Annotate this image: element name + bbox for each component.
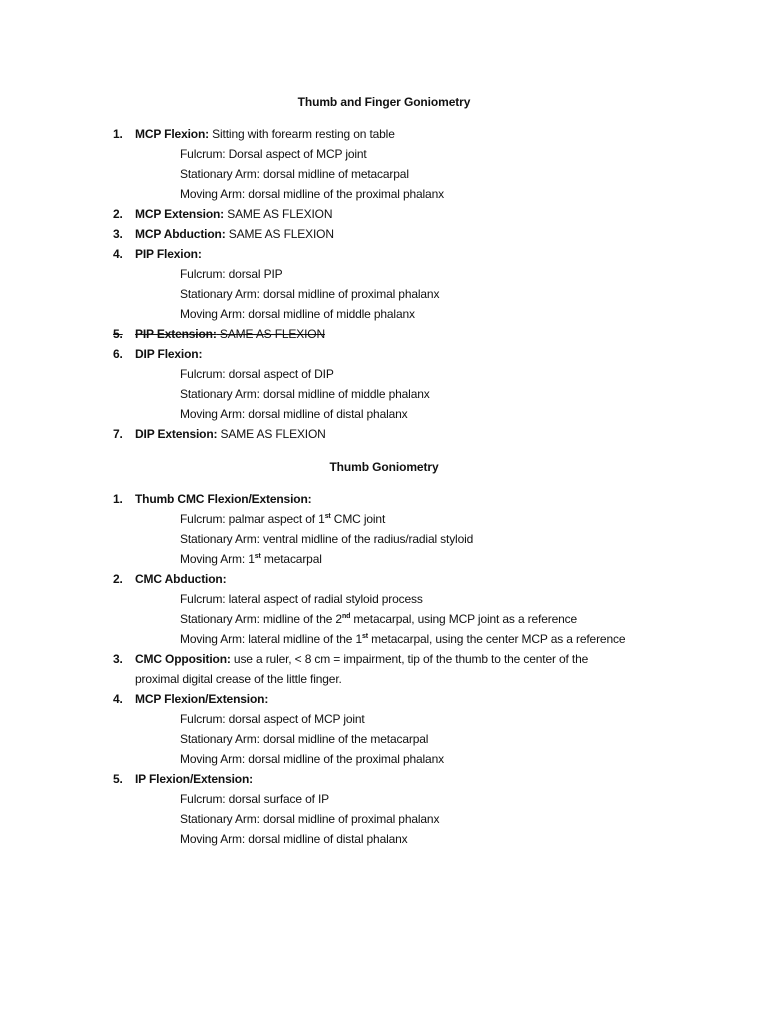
document-page: Thumb and Finger Goniometry 1. MCP Flexion: Sitting with forearm resting on table Fulcrum: Dorsal aspect of MCP joint Stationary Arm: dorsal midline of metacarpal Moving Arm: dorsal midline of the proximal phalanx 2. MCP Extension: SAME AS FLEXION 3. MCP Abduction: SAME AS FLEXION 4. PIP Flexion: Fulcrum: dorsal PIP Stationary Arm: dorsal midline of proximal phalanx Moving Arm: dorsal midline of middle phalanx 5. PIP Extension: SAME AS FLEXION 6. DIP Flexion: Fulcrum: dorsal aspect of DIP Stationary Arm: dorsal midline of middle phalanx Moving Arm: dorsal midline of distal phalanx 7. DIP Extension: SAME AS FLEXION Thumb Goniometry 1. Thumb CMC Flexion/Extension: Fulcrum: palmar aspect of 1st CMC joint Stationary Arm: ventral midline of the radius/radial styloid Moving Arm: 1st metacarpal 2. CMC Abduction: Fulcrum: lateral aspect of radial styloid process Stationary Arm: midline of the 2nd metacarpal, using MCP joint as a reference Moving Arm: lateral midline of the 1st metacarpal, using the center MCP as a reference 3. CMC Opposition: use a ruler, < 8 cm = impairment, tip of the thumb to the center of the proximal digital crease of the little finger. 4. MCP Flexion/Extension: Fulcrum: dorsal aspect of MCP joint Stationary Arm: dorsal midline of the metacarpal Moving Arm: dorsal midline of the proximal phalanx 5. IP Flexion/Extension: Fulcrum: dorsal surface of IP Stationary Arm: dorsal midline of proximal phalanx Moving Arm: dorsal midline of distal phalanx: [0, 0, 768, 1024]
section-title-finger-goniometry: Thumb and Finger Goniometry: [297, 95, 471, 109]
section-title-thumb-goniometry: Thumb Goniometry: [329, 460, 439, 474]
